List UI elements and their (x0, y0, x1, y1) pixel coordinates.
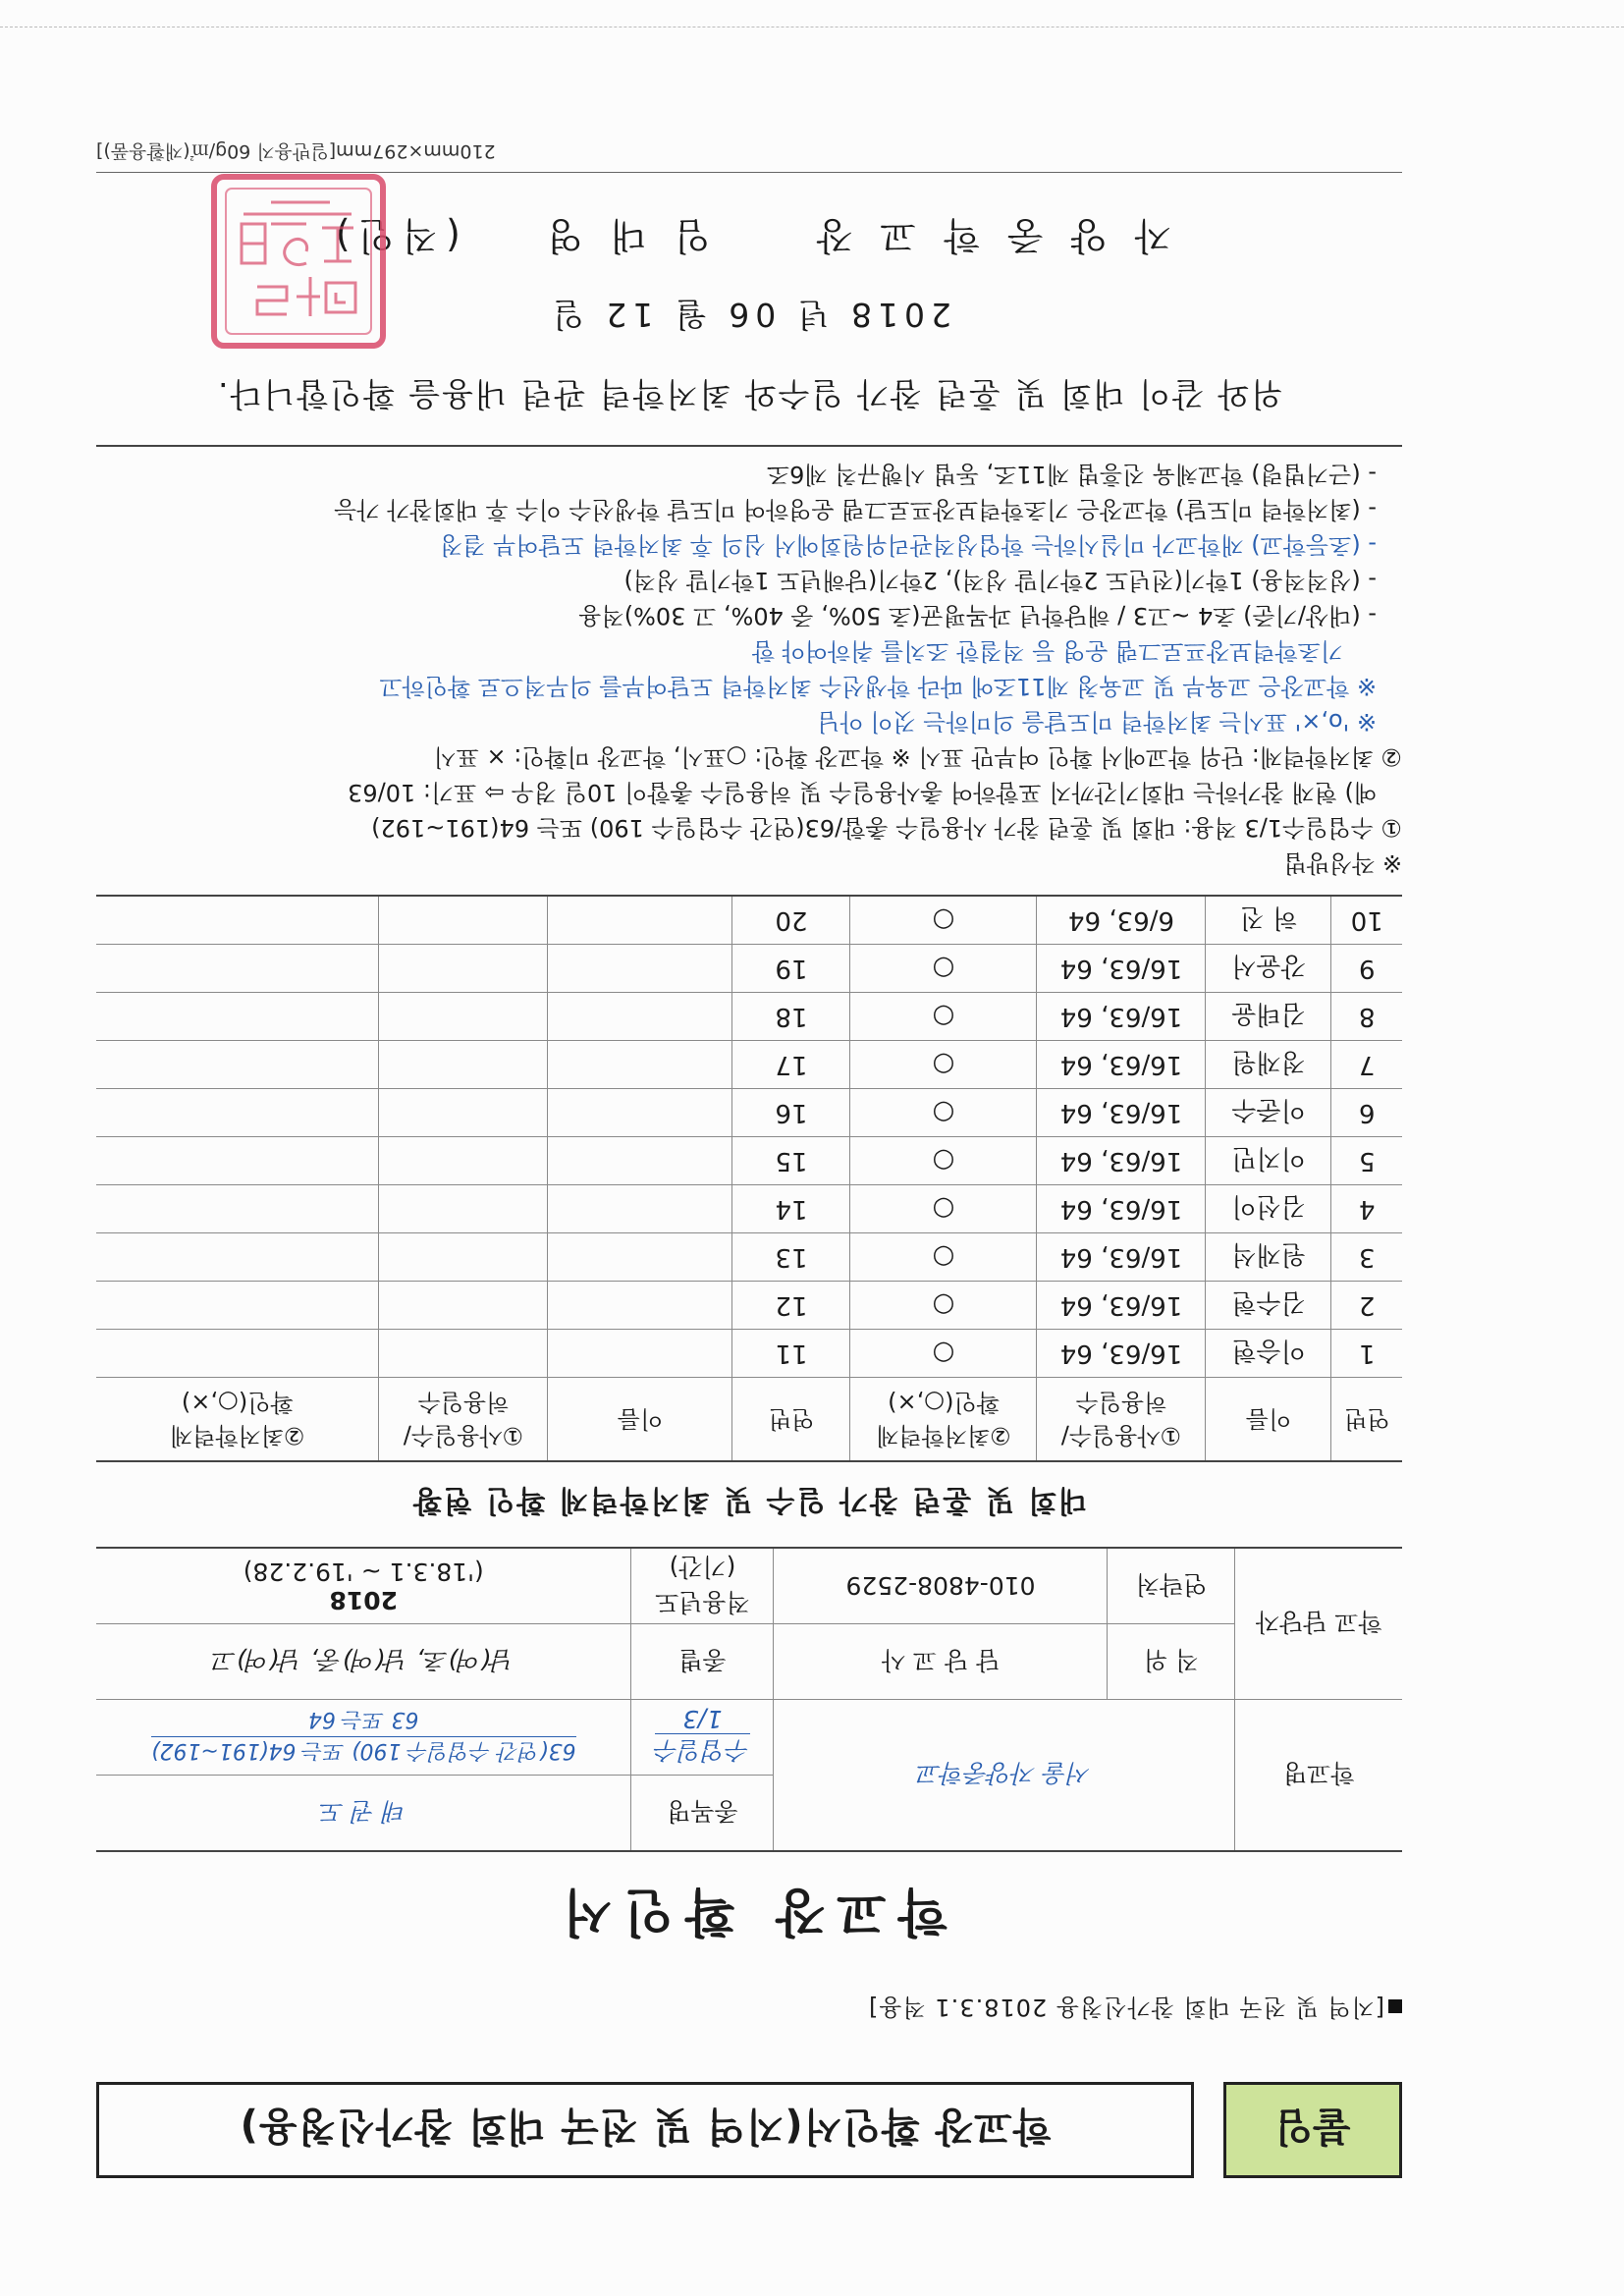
header-days-right (379, 1378, 548, 1462)
participation-row (96, 1233, 1402, 1282)
row-no-right: 19 (732, 945, 850, 993)
version-note (96, 1993, 1402, 2027)
form-body (96, 139, 1402, 2178)
row-no: 1 (1331, 1330, 1402, 1378)
position-value: 담 당 교 사 (774, 1624, 1108, 1700)
row-check: ○ (850, 1233, 1037, 1282)
header-no: 연번 (1331, 1378, 1402, 1462)
participation-row (96, 1185, 1402, 1233)
participation-row (96, 1041, 1402, 1089)
row-check-right (96, 1282, 379, 1330)
row-check-right (96, 1137, 379, 1185)
row-no: 6 (1331, 1089, 1402, 1137)
position-label: 직 위 (1108, 1624, 1235, 1700)
school-label: 학교명 (1235, 1700, 1402, 1852)
event-label: 종목명 (631, 1776, 774, 1852)
header-name: 이름 (1206, 1378, 1331, 1462)
header-no-right: 연번 (732, 1378, 850, 1462)
row-days-right (379, 896, 548, 945)
participation-table (96, 895, 1402, 1462)
participation-section-title: 대회 및 훈련 참가 일수 및 최저학력제 확인 현황 (410, 1483, 1088, 1517)
participation-row (96, 1137, 1402, 1185)
header-check-line-1: ②최저학력제 (876, 1422, 1011, 1449)
note-rule-2: - (성적적용) 1학기(전년도 2학기말 성적), 2학기(당해년도 1학기말 성적) (623, 567, 1377, 594)
header-days-line-1: ①사용일수/ (1060, 1422, 1182, 1449)
year-value-text: 2018 (329, 1586, 399, 1614)
row-no-right: 12 (732, 1282, 850, 1330)
signature-name: 임 대 영 (539, 214, 711, 257)
row-days: 16/63, 64 (1037, 993, 1206, 1041)
header-days-right-line-1: ①사용일수/ (403, 1422, 524, 1449)
row-check: ○ (850, 1185, 1037, 1233)
row-check-right (96, 896, 379, 945)
contact-label: 학교 담당자 (1235, 1548, 1402, 1700)
row-days-right (379, 945, 548, 993)
row-check: ○ (850, 993, 1037, 1041)
notes-divider (96, 445, 1402, 447)
black-square-icon (1388, 1999, 1402, 2013)
row-days-right (379, 1041, 548, 1089)
participation-row (96, 993, 1402, 1041)
note-rule-3: - (초등학교) 재학교가 미실시하는 학업성적관리위원회에서 심의 후 최저학력 도달여부 결정 (440, 531, 1377, 559)
row-days-right (379, 993, 548, 1041)
days-calc-line-2: 63 또는 64 (308, 1707, 419, 1732)
row-check-right (96, 1089, 379, 1137)
row-name: 김수현 (1206, 1282, 1331, 1330)
days-label-text: 수업일수 (655, 1733, 750, 1770)
row-name: 정재원 (1206, 1041, 1331, 1089)
row-check: ○ (850, 1282, 1037, 1330)
row-no-right: 18 (732, 993, 850, 1041)
row-no: 4 (1331, 1185, 1402, 1233)
level-label: 종별 (631, 1624, 774, 1700)
row-name-right (548, 1089, 732, 1137)
participation-row (96, 945, 1402, 993)
participation-header-row (96, 1378, 1402, 1462)
header-days-line-2: 허용일수 (1075, 1389, 1167, 1416)
notes-heading: ※ 작성방법 (1283, 849, 1402, 877)
form-title: 학교장 확인서 (551, 1882, 947, 1941)
row-days-right (379, 1089, 548, 1137)
header-check-right-line-1: ②최저학력제 (170, 1422, 305, 1449)
note-item-2: ② 최저학력제: 단위 학교에서 확인 여부만 표시 ※ 학교장 확인: ○표시, 학교장 미확인: × 표시 (433, 743, 1402, 771)
row-no-right: 11 (732, 1330, 850, 1378)
row-days-right (379, 1185, 548, 1233)
row-days-right (379, 1282, 548, 1330)
phone-value: 010-4808-2529 (774, 1548, 1108, 1624)
row-no-right: 20 (732, 896, 850, 945)
row-days: 16/63, 64 (1037, 1185, 1206, 1233)
phone-label: 연락처 (1108, 1548, 1235, 1624)
instructions-block (96, 457, 1402, 881)
official-seal (208, 171, 389, 352)
participation-rows (96, 896, 1402, 1378)
row-no-right: 17 (732, 1041, 850, 1089)
event-value: 태 권 도 (96, 1776, 631, 1852)
row-check-right (96, 1041, 379, 1089)
row-check-right (96, 1233, 379, 1282)
note-rule-1: - (대상/기준) 초4 ~고3 / 해당학년 과목평균(초 50%, 중 40%, 고 30%)적용 (578, 602, 1377, 629)
row-name-right (548, 1041, 732, 1089)
header-days (1037, 1378, 1206, 1462)
confirmation-statement: 위와 같이 대회 및 훈련 참가 일수와 최저학력 관련 내용을 확인합니다. (216, 375, 1282, 413)
row-check: ○ (850, 1041, 1037, 1089)
row-no: 7 (1331, 1041, 1402, 1089)
participation-row (96, 1089, 1402, 1137)
row-no-right: 15 (732, 1137, 850, 1185)
row-days: 16/63, 64 (1037, 945, 1206, 993)
row-name: 김선이 (1206, 1185, 1331, 1233)
note-rule-4: - (최저학력 미도달) 학교장은 기초학력보장프로그램 운영하여 미도달 학생선수 이수 후 대회참가 가능 (334, 496, 1377, 523)
level-value: 남(여)초, 남(여)중, 남(여)고 (96, 1624, 631, 1700)
row-name: 이지민 (1206, 1137, 1331, 1185)
days-calculation (96, 1700, 631, 1776)
participation-row (96, 896, 1402, 945)
row-check-right (96, 993, 379, 1041)
row-name-right (548, 1282, 732, 1330)
row-no: 3 (1331, 1233, 1402, 1282)
row-check-right (96, 1330, 379, 1378)
paper-spec: 210mm×297mm[일반용지 60g/㎡(재활용품)] (96, 140, 496, 162)
row-name-right (548, 896, 732, 945)
row-name-right (548, 993, 732, 1041)
row-no: 10 (1331, 896, 1402, 945)
header-check (850, 1378, 1037, 1462)
signature-school: 자 양 중 학 교 장 (808, 214, 1171, 257)
year-label-line-2: (기간) (669, 1553, 736, 1581)
note-blue-1: ※ 'o,×' 표시는 최저학력 미도달을 의미하는 것이 아님 (817, 708, 1377, 736)
header-name-right: 이름 (548, 1378, 732, 1462)
row-check: ○ (850, 896, 1037, 945)
row-name-right (548, 1330, 732, 1378)
issue-date: 2018 년 06 월 12 일 (546, 296, 952, 334)
note-rule-5: - (근거법령) 학교체육 진흥법 제11조, 동법 시행규칙 제6조 (766, 461, 1377, 488)
year-label-line-1: 적용년도 (655, 1588, 750, 1616)
row-name: 원재석 (1206, 1233, 1331, 1282)
participation-row (96, 1282, 1402, 1330)
participation-row (96, 1330, 1402, 1378)
header-check-right-line-2: 확인(○,×) (181, 1389, 294, 1416)
days-value: 1/3 (682, 1705, 723, 1733)
note-item-1a: ① 수업일수1/3 적용: 대회 및 훈련 참가 사용일수 총합/63(연간 수업일수 190) 또는 64(191~192) (371, 814, 1402, 842)
note-blue-2: ※ 학교장은 교육부 및 교육청 제11조에 따라 학생선수 최저학력 도달여부를 의무적으로 확인하고 (379, 673, 1377, 700)
row-no-right: 16 (732, 1089, 850, 1137)
row-name: 이승현 (1206, 1330, 1331, 1378)
row-days-right (379, 1233, 548, 1282)
row-no-right: 13 (732, 1233, 850, 1282)
row-no-right: 14 (732, 1185, 850, 1233)
seal-icon (208, 171, 389, 352)
row-name-right (548, 1137, 732, 1185)
row-name-right (548, 1185, 732, 1233)
period-value: ('18.3.1 ~ '19.2.28) (243, 1558, 484, 1586)
row-days: 16/63, 64 (1037, 1041, 1206, 1089)
row-check: ○ (850, 1330, 1037, 1378)
header-days-right-line-2: 허용일수 (417, 1389, 510, 1416)
days-calc-line-1: 63(연간 수업일수 190) 또는 64(191~192) (151, 1737, 576, 1769)
title-row (96, 2082, 1402, 2178)
note-item-1b: 예) 현재 참가하는 대회기간까지 포함하여 총사용일수 및 허용일수 총합이 10일 경우 ⇨ 표기: 10/63 (348, 779, 1377, 806)
school-value: 서울 자양중학교 (774, 1700, 1235, 1852)
row-days: 16/63, 64 (1037, 1282, 1206, 1330)
row-days: 16/63, 64 (1037, 1137, 1206, 1185)
row-no: 2 (1331, 1282, 1402, 1330)
row-days: 16/63, 64 (1037, 1089, 1206, 1137)
row-name-right (548, 1233, 732, 1282)
row-check-right (96, 1185, 379, 1233)
version-note-text: [지역 및 전국 대회 참가신청용 2018.3.1 적용] (868, 1994, 1384, 2021)
row-no: 8 (1331, 993, 1402, 1041)
row-check: ○ (850, 1137, 1037, 1185)
row-days: 6/63, 64 (1037, 896, 1206, 945)
row-check: ○ (850, 1089, 1037, 1137)
row-no: 9 (1331, 945, 1402, 993)
row-check: ○ (850, 945, 1037, 993)
row-check-right (96, 945, 379, 993)
days-label (631, 1700, 774, 1776)
row-name-right (548, 945, 732, 993)
row-name: 김태윤 (1206, 993, 1331, 1041)
row-name: 이준수 (1206, 1089, 1331, 1137)
header-check-right (96, 1378, 379, 1462)
row-name: 강윤서 (1206, 945, 1331, 993)
row-no: 5 (1331, 1137, 1402, 1185)
year-label (631, 1548, 774, 1624)
row-days: 16/63, 64 (1037, 1330, 1206, 1378)
note-blue-3: 기초학력보장프로그램 운영 등 적절한 조치를 취하여야 함 (751, 637, 1343, 665)
row-days-right (379, 1330, 548, 1378)
signature-seal-note: (직인) (327, 214, 460, 257)
year-value (96, 1548, 631, 1624)
attachment-label: 붙임 (1223, 2082, 1402, 2178)
school-info-table (96, 1547, 1402, 1852)
document-title: 학교장 확인서(지역 및 전국 대회 참가신청용) (96, 2082, 1194, 2178)
row-days: 16/63, 64 (1037, 1233, 1206, 1282)
header-check-line-2: 확인(○,×) (888, 1389, 1000, 1416)
row-days-right (379, 1137, 548, 1185)
scan-edge (0, 26, 1624, 27)
row-name: 허 진 (1206, 896, 1331, 945)
